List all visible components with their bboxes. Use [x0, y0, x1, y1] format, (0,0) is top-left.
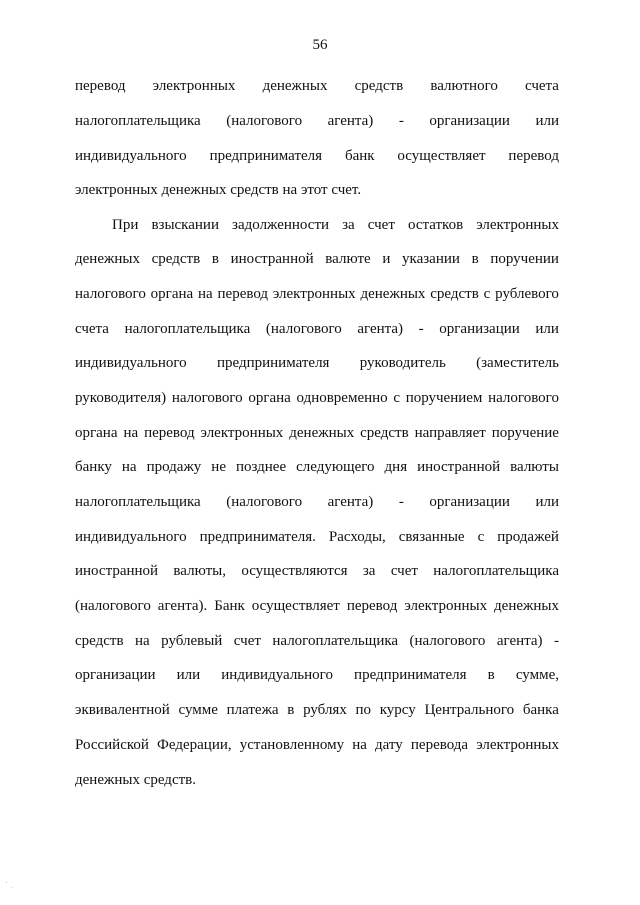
word: банку	[75, 459, 112, 475]
word: указании	[402, 251, 460, 267]
word: связанные	[398, 529, 465, 545]
text-line	[75, 736, 559, 754]
word: (налогового	[226, 113, 303, 129]
word: организации	[429, 113, 510, 129]
word: денежных	[494, 598, 559, 614]
word: индивидуального	[221, 667, 333, 683]
word: организации	[429, 494, 510, 510]
text-line: электронных денежных средств на этот счет.	[75, 182, 362, 198]
word: средств	[75, 633, 124, 649]
word: (налогового	[409, 633, 486, 649]
word: налогового	[75, 286, 146, 302]
word: средств	[151, 251, 201, 267]
word: за	[362, 563, 376, 579]
word: с	[483, 286, 491, 302]
word: валюте	[325, 251, 371, 267]
word: электронных	[476, 217, 559, 233]
word: счет	[390, 563, 418, 579]
word: иностранной	[75, 563, 159, 579]
word: перевод	[346, 598, 398, 614]
word: (налогового	[265, 321, 342, 337]
word: валютного	[430, 78, 498, 94]
word: установленному	[239, 737, 345, 753]
word: агента).	[157, 598, 208, 614]
word: средств	[354, 78, 404, 94]
text-line	[75, 562, 559, 580]
word: Российской	[75, 737, 149, 753]
word: -	[553, 633, 559, 649]
word: предпринимателя.	[199, 529, 316, 545]
page-number: 56	[312, 37, 328, 53]
word: (налогового	[75, 598, 151, 614]
word: одновременно	[296, 390, 388, 406]
text-line	[75, 597, 559, 615]
word: сумме,	[515, 667, 559, 683]
text-line: денежных средств.	[75, 772, 196, 788]
word: организации	[75, 667, 156, 683]
word: на	[123, 425, 139, 441]
word: иностранной	[417, 459, 501, 475]
word: -	[398, 113, 404, 129]
text-line	[75, 285, 559, 303]
word: денежных	[289, 425, 355, 441]
word: на	[352, 737, 367, 753]
word: на	[198, 286, 213, 302]
text-line	[75, 112, 559, 130]
word: электронных	[404, 598, 488, 614]
word: органа	[150, 286, 194, 302]
text-line	[75, 320, 559, 338]
word: поручении	[490, 251, 559, 267]
word: за	[342, 217, 355, 233]
word: налогоплательщика	[124, 321, 251, 337]
text-line	[75, 354, 559, 372]
word: налогоплательщика	[433, 563, 559, 579]
scan-speck	[6, 882, 7, 883]
word: перевод	[144, 425, 195, 441]
word: рублевый	[161, 633, 223, 649]
word: остатков	[407, 217, 464, 233]
word: счет	[367, 217, 395, 233]
word: предпринимателя	[354, 667, 467, 683]
word: налогоплательщика	[75, 494, 201, 510]
text-line	[75, 389, 559, 407]
word: валюты,	[173, 563, 226, 579]
word: агента)	[327, 113, 374, 129]
word: перевода	[410, 737, 469, 753]
text-line	[75, 528, 559, 546]
text-line	[75, 458, 559, 476]
word: поручением	[405, 390, 483, 406]
word: рублевого	[495, 286, 559, 302]
word: с	[393, 390, 401, 406]
word: налогового	[171, 390, 243, 406]
word: или	[535, 321, 559, 337]
word: При	[112, 217, 139, 233]
word: руководителя)	[75, 390, 167, 406]
word: рублях	[303, 702, 347, 718]
word: валюты	[510, 459, 559, 475]
word: средств	[360, 425, 409, 441]
word: сумме	[178, 702, 218, 718]
word: организации	[439, 321, 520, 337]
word: агента)	[496, 633, 543, 649]
scan-speck	[12, 887, 13, 888]
word: задолженности	[232, 217, 330, 233]
word: на	[135, 633, 150, 649]
word: продажу	[146, 459, 202, 475]
word: налогоплательщика	[272, 633, 399, 649]
word: агента)	[357, 321, 404, 337]
word: осуществляет	[251, 598, 340, 614]
word: (налогового	[226, 494, 303, 510]
word: курсу	[379, 702, 416, 718]
text-line	[75, 424, 559, 442]
word: дня	[384, 459, 408, 475]
text-line	[75, 701, 559, 719]
word: счет	[233, 633, 261, 649]
word: банка	[522, 702, 559, 718]
word: счета	[75, 321, 109, 337]
word: или	[535, 113, 559, 129]
word: эквивалентной	[75, 702, 170, 718]
word: Федерации,	[157, 737, 232, 753]
word: по	[355, 702, 372, 718]
word: в	[211, 251, 219, 267]
word: на	[121, 459, 137, 475]
word: позднее	[235, 459, 287, 475]
word: взыскании	[151, 217, 219, 233]
word: электронных	[476, 737, 559, 753]
word: продажей	[497, 529, 559, 545]
text-line	[75, 493, 559, 511]
word: Расходы,	[328, 529, 386, 545]
word: органа	[75, 425, 118, 441]
word: денежных	[262, 78, 328, 94]
word: перевод	[75, 78, 126, 94]
word: с	[477, 529, 485, 545]
word: не	[211, 459, 226, 475]
word: в	[471, 251, 479, 267]
word: осуществляет	[397, 148, 486, 164]
word: перевод	[217, 286, 269, 302]
word: индивидуального	[75, 355, 187, 371]
word: Банк	[214, 598, 245, 614]
word: платежа	[226, 702, 279, 718]
word: средств	[430, 286, 479, 302]
word: налогоплательщика	[75, 113, 201, 129]
word: дату	[375, 737, 403, 753]
text-line	[75, 632, 559, 650]
text-line	[75, 77, 559, 95]
word: электронных	[152, 78, 236, 94]
word: поручение	[491, 425, 559, 441]
word: денежных	[360, 286, 426, 302]
word: перевод	[508, 148, 559, 164]
word: иностранной	[230, 251, 314, 267]
word: агента)	[327, 494, 374, 510]
word: органа	[248, 390, 291, 406]
word: индивидуального	[75, 148, 187, 164]
word: -	[398, 494, 404, 510]
word: или	[176, 667, 201, 683]
text-line	[75, 147, 559, 165]
word: банк	[344, 148, 375, 164]
word: индивидуального	[75, 529, 187, 545]
word: и	[382, 251, 391, 267]
word: в	[487, 667, 495, 683]
word: Центрального	[424, 702, 515, 718]
word: следующего	[296, 459, 375, 475]
word: (заместитель	[476, 355, 559, 371]
word: электронных	[200, 425, 284, 441]
word: налогового	[488, 390, 559, 406]
word: осуществляются	[241, 563, 348, 579]
word: счета	[524, 78, 559, 94]
text-line	[75, 250, 559, 268]
word: направляет	[414, 425, 486, 441]
word: предпринимателя	[216, 355, 330, 371]
word: электронных	[272, 286, 356, 302]
word: руководитель	[359, 355, 446, 371]
word: в	[287, 702, 295, 718]
text-line	[75, 666, 559, 684]
word: -	[418, 321, 424, 337]
text-line	[112, 216, 559, 234]
word: или	[535, 494, 559, 510]
word: денежных	[75, 251, 140, 267]
word: предпринимателя	[209, 148, 323, 164]
